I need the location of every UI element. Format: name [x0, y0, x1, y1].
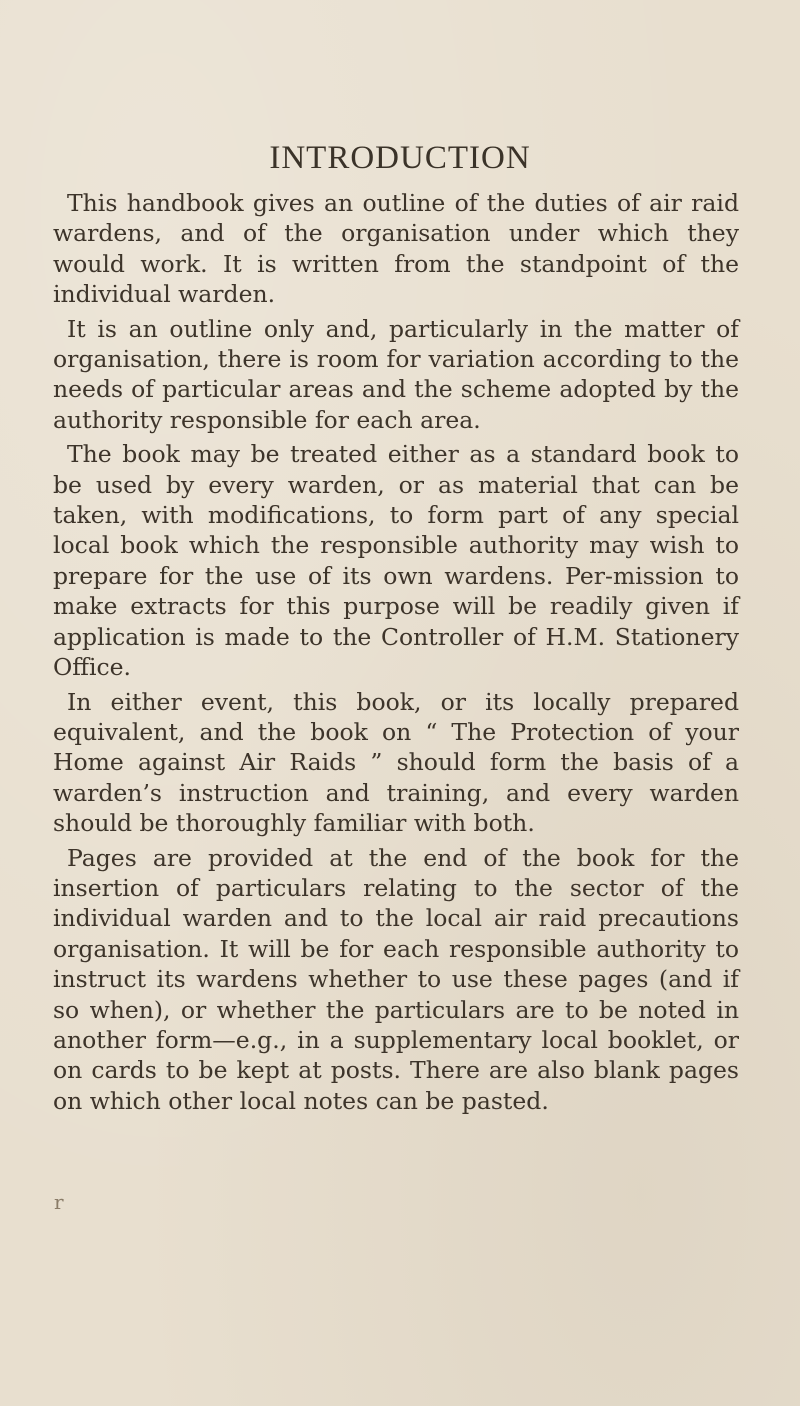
- paragraph-1: This handbook gives an outline of the duties of air raid wardens, and of the organisation under which they would work. It is written from the standpoint of the individual warden.: [53, 189, 739, 309]
- paragraph-3: The book may be treated either as a standard book to be used by every warden, or as material that can be taken, with modifications, to form part of any special local book which the responsible authority may wish to prepare for the use of its own wardens. Per-mission to make extracts for this purpose will be readily given if application is made to the Controller of H.M. Stationery Office.: [53, 440, 739, 682]
- paragraph-5: Pages are provided at the end of the book for the insertion of particulars relating to the sector of the individual warden and to the local air raid precautions organisation. It will be for each responsible authority to instruct its wardens whether to use these pages (and if so when), or whether the particulars are to be noted in another form—e.g., in a supplementary local booklet, or on cards to be kept at posts. There are also blank pages on which other local notes can be pasted.: [53, 843, 739, 1115]
- introduction-body: [53, 188, 739, 1120]
- page-mark: r: [54, 1190, 64, 1214]
- paragraph-2: It is an outline only and, particularly in the matter of organisation, there is room for variation according to the needs of particular areas and the scheme adopted by the authority responsible for each area.: [53, 314, 739, 434]
- paragraph-4: In either event, this book, or its locally prepared equivalent, and the book on “ The Protection of your Home against Air Raids ” should form the basis of a warden’s instruction and training, and every warden should be thoroughly familiar with both.: [53, 687, 739, 838]
- page-title: INTRODUCTION: [269, 140, 531, 176]
